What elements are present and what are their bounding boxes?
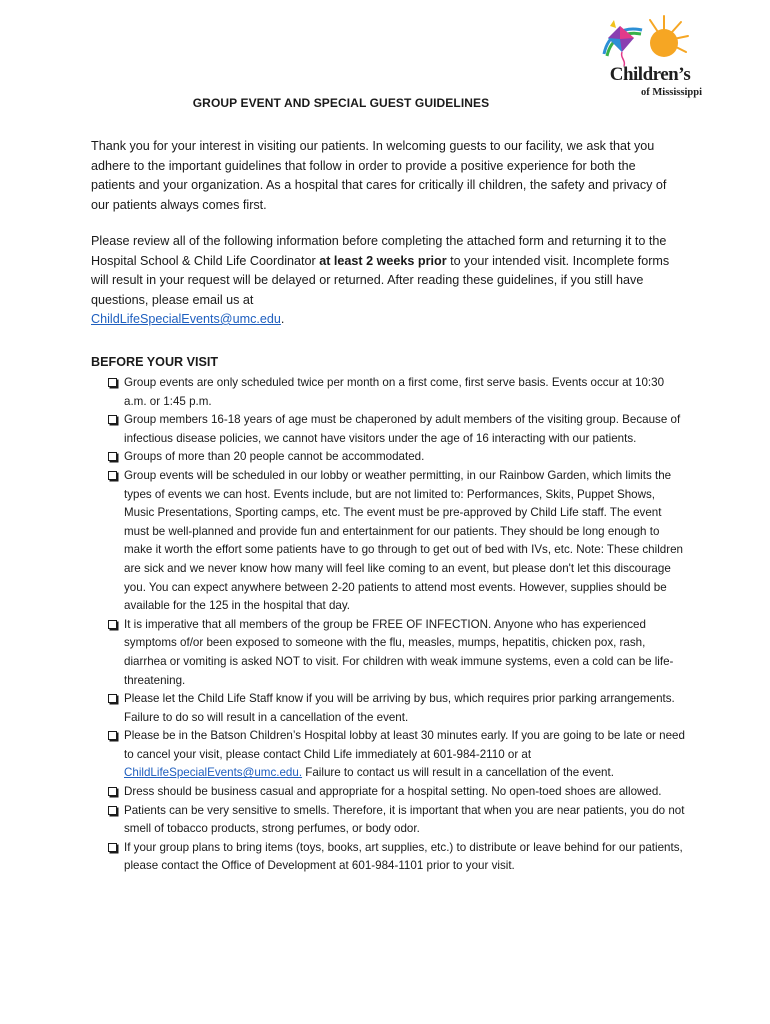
instructions-end: . (280, 312, 285, 326)
list-item (107, 839, 687, 876)
instructions-text: Please review all of the following information before completing the attached form and returning it to the Hospital School & Child Life Coordinator (91, 234, 667, 268)
deadline-emphasis: at least 2 weeks prior (319, 253, 447, 268)
list-item (107, 374, 687, 411)
list-item-text: Patients can be very sensitive to smells. Therefore, it is important that when you are near patients, you do not smell of tobacco products, strong perfumes, or body odor. (124, 803, 685, 836)
checkbox-icon (108, 620, 117, 629)
instructions-text-continued: to your intended visit. Incomplete forms will result in your request will be delayed or returned. After reading these guidelines, if you still have questions, please email us at (91, 253, 670, 307)
list-item-text: Group events are only scheduled twice per month on a first come, first serve basis. Events occur at 10:30 a.m. or 1:45 p.m. (124, 376, 665, 408)
list-item (107, 467, 687, 616)
list-item (107, 783, 687, 802)
contact-email-link[interactable]: ChildLifeSpecialEvents@umc.edu (91, 312, 281, 326)
guidelines-checklist (107, 374, 687, 876)
list-item-text-continued: Failure to contact us will result in a cancellation of the event. (302, 766, 614, 780)
list-item-text: Group members 16-18 years of age must be chaperoned by adult members of the visiting group. Because of infectious disease policies, we cannot have visitors under the age of 16 interacting with our patients. (124, 413, 681, 445)
list-item (107, 802, 687, 839)
intro-paragraph: Thank you for your interest in visiting our patients. In welcoming guests to our facility, we ask that you adhere to the important guidelines that follow in order to provide a positive experience for both the patients and your organization. As a hospital that cares for critically ill children, the safety and privacy of our patients always comes first. (91, 139, 667, 212)
document-title: GROUP EVENT AND SPECIAL GUEST GUIDELINES (192, 96, 490, 110)
list-item-text: If your group plans to bring items (toys, books, art supplies, etc.) to distribute or leave behind for our patients, please contact the Office of Development at 601-984-1101 prior to your visit. (124, 840, 683, 873)
checkbox-icon (108, 471, 117, 480)
list-item-text: Dress should be business casual and appropriate for a hospital setting. No open-toed shoes are allowed. (124, 785, 662, 799)
list-item-text: Please let the Child Life Staff know if you will be arriving by bus, which requires prior parking arrangements. Failure to do so will result in a cancellation of the event. (124, 692, 675, 724)
list-item-text: Group events will be scheduled in our lobby or weather permitting, in our Rainbow Garden, which limits the types of events we can host. Events include, but are not limited to: Performances, Skits, Puppet Shows, Music Presentations, Sporting camps, etc. The event must be pre-approved by Child Life staff. The event must be well-planned and provide fun and entertainment for our patients. They should be long enough to make it worth the effort some patients have to go through to get out of bed with IVs, etc. Note: These children are sick and we never know how many will feel like coming to an event, but please don't let this discourage you. You can expect anywhere between 2-20 patients to attend most events. However, supplies should be available for the 125 in the hospital that day. (124, 468, 683, 613)
logo-brand-name: Children’s (609, 64, 691, 85)
checkbox-icon (108, 452, 117, 461)
checkbox-icon (108, 415, 117, 424)
kite-and-sun-icon (598, 12, 702, 72)
list-item (107, 727, 687, 783)
contact-email-link[interactable]: ChildLifeSpecialEvents@umc.edu. (124, 766, 303, 780)
list-item (107, 616, 687, 690)
instructions-paragraph (91, 232, 681, 330)
logo-brand-subtitle: of Mississippi (641, 87, 702, 98)
section-heading-before-your-visit: BEFORE YOUR VISIT (91, 355, 219, 369)
list-item (107, 411, 687, 448)
list-item-text: Groups of more than 20 people cannot be accommodated. (124, 450, 425, 464)
checkbox-icon (108, 731, 117, 740)
checkbox-icon (108, 378, 117, 387)
list-item-text: Please be in the Batson Children’s Hospital lobby at least 30 minutes early. If you are going to be late or need to cancel your visit, please contact Child Life immediately at 601-984-2110 or at (124, 729, 685, 761)
list-item-text: It is imperative that all members of the group be FREE OF INFECTION. Anyone who has experienced symptoms of/or been exposed to someone with the flu, measles, mumps, hepatitis, chicken pox, rash, diarrhea or vomiting is asked NOT to visit. For children with weak immune systems, even a cold can be life-threatening. (124, 617, 674, 687)
checkbox-icon (108, 787, 117, 796)
list-item (107, 448, 687, 467)
childrens-of-mississippi-logo (598, 12, 702, 104)
list-item (107, 690, 687, 727)
checkbox-icon (108, 843, 117, 852)
checkbox-icon (108, 806, 117, 815)
checkbox-icon (108, 694, 117, 703)
